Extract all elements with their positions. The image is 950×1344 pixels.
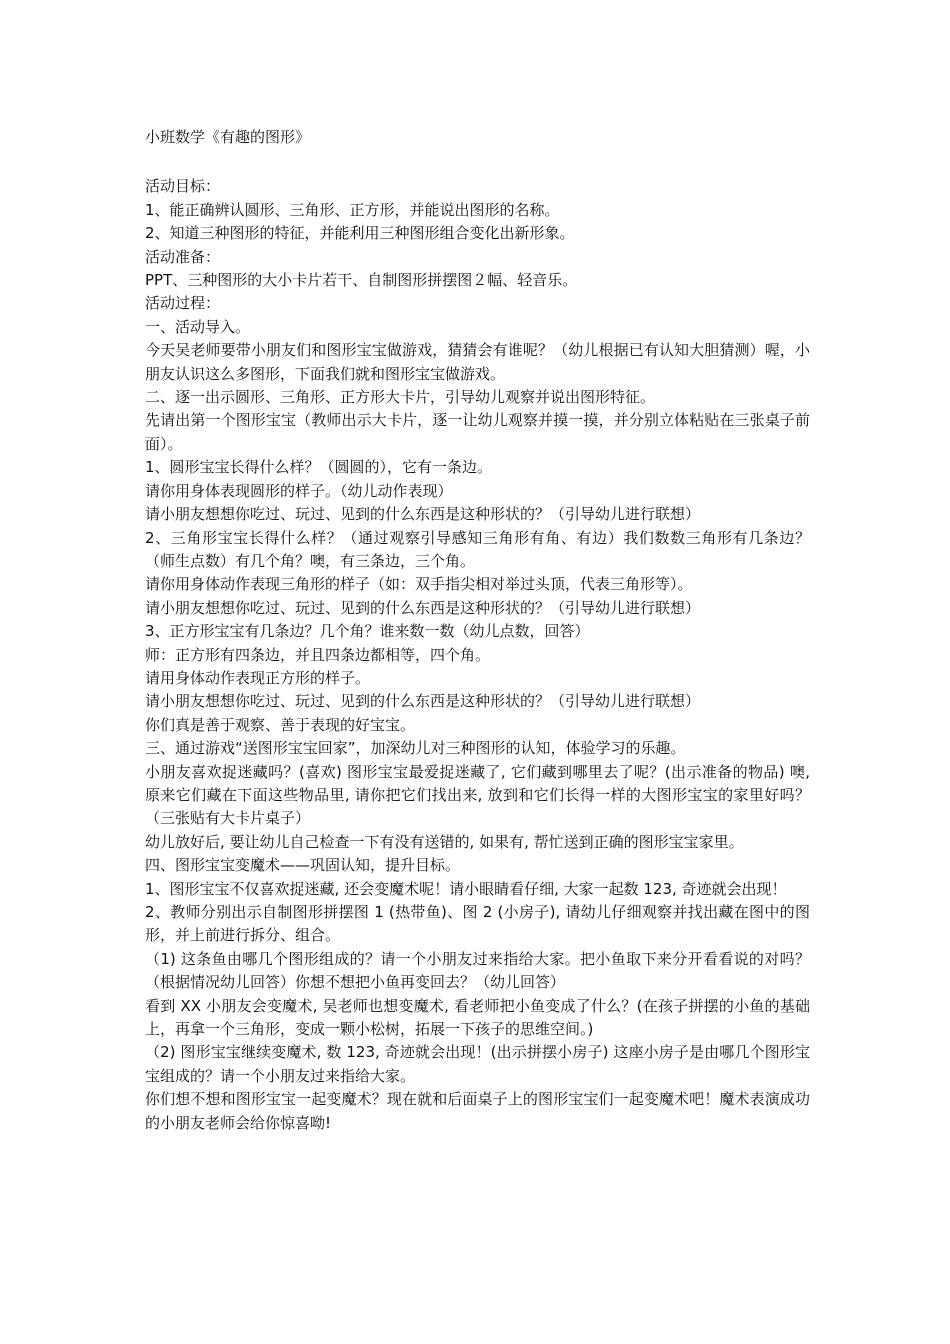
paragraph: 请小朋友想想你吃过、玩过、见到的什么东西是这种形状的？（引导幼儿进行联想） xyxy=(145,505,701,524)
paragraph: 你们真是善于观察、善于表现的好宝宝。 xyxy=(145,715,416,734)
paragraph: 请小朋友想想你吃过、玩过、见到的什么东西是这种形状的？（引导幼儿进行联想） xyxy=(145,598,701,617)
paragraph: 你们想不想和图形宝宝一起变魔术？现在就和后面桌子上的图形宝宝们一起变魔术吧！魔术表演成功的小朋友老师会给你惊喜呦! xyxy=(145,1090,810,1132)
preparation-text: PPT、三种图形的大小卡片若干、自制图形拼摆图２幅、轻音乐。 xyxy=(145,271,578,290)
paragraph: 师：正方形有四条边，并且四条边都相等，四个角。 xyxy=(145,645,491,664)
section-heading: 三、通过游戏“送图形宝宝回家”，加深幼儿对三种图形的认知，体验学习的乐趣。 xyxy=(145,739,686,758)
heading-goals: 活动目标： xyxy=(145,177,221,196)
section-heading: 四、图形宝宝变魔术——巩固认知，提升目标。 xyxy=(145,856,461,875)
paragraph: 今天吴老师要带小朋友们和图形宝宝做游戏，猜猜会有谁呢？（幼儿根据已有认知大胆猜测）喔，小朋友认识这么多图形，下面我们就和图形宝宝做游戏。 xyxy=(145,341,810,383)
paragraph: 1、圆形宝宝长得什么样？（圆圆的），它有一条边。 xyxy=(145,458,493,477)
paragraph: 看到 XX 小朋友会变魔术, 吴老师也想变魔术, 看老师把小鱼变成了什么？(在孩子拼摆的小鱼的基础上，再拿一个三角形，变成一颗小松树，拓展一下孩子的思维空间。) xyxy=(145,996,810,1039)
paragraph: （2) 图形宝宝继续变魔术, 数 123, 奇迹就会出现！(出示拼摆小房子) 这座小房子是由哪几个图形宝宝组成的？请一个小朋友过来指给大家。 xyxy=(145,1043,810,1085)
paragraph: 先请出第一个图形宝宝（教师出示大卡片，逐一让幼儿观察并摸一摸，并分别立体粘贴在三张桌子前面）。 xyxy=(145,411,810,453)
paragraph: 2、三角形宝宝长得什么样？（通过观察引导感知三角形有角、有边）我们数数三角形有几条边？（师生点数）有几个角？噢，有三条边，三个角。 xyxy=(145,528,810,570)
paragraph: 幼儿放好后, 要让幼儿自己检查一下有没有送错的, 如果有, 帮忙送到正确的图形宝宝家里。 xyxy=(145,832,744,851)
document-title: 小班数学《有趣的图形》 xyxy=(145,128,311,146)
heading-preparation: 活动准备： xyxy=(145,247,221,266)
paragraph: 1、图形宝宝不仅喜欢捉迷藏, 还会变魔术呢！请小眼睛看仔细, 大家一起数 123, 奇迹就会出现！ xyxy=(145,879,787,898)
paragraph: 3、正方形宝宝有几条边？几个角？谁来数一数（幼儿点数，回答） xyxy=(145,622,590,641)
document-paragraphs xyxy=(145,175,810,1135)
goal-item: 1、能正确辨认圆形、三角形、正方形，并能说出图形的名称。 xyxy=(145,200,560,219)
paragraph: （1) 这条鱼由哪几个图形组成的？请一个小朋友过来指给大家。把小鱼取下来分开看看说的对吗？（根据情况幼儿回答）你想不想把小鱼再变回去？（幼儿回答） xyxy=(145,949,810,992)
document-body xyxy=(145,126,810,1135)
paragraph: 请用身体动作表现正方形的样子。 xyxy=(145,668,371,687)
paragraph: 请你用身体表现圆形的样子。（幼儿动作表现） xyxy=(145,481,453,500)
paragraph: 小朋友喜欢捉迷藏吗？(喜欢) 图形宝宝最爱捉迷藏了, 它们藏到哪里去了呢？(出示准备的物品) 噢, 原来它们藏在下面这些物品里, 请你把它们找出来, 放到和它们长得一样的大图形宝宝的家里好吗？（三张贴有大卡片桌子） xyxy=(145,762,810,828)
heading-process: 活动过程： xyxy=(145,294,221,313)
goal-item: 2、知道三种图形的特征，并能利用三种图形组合变化出新形象。 xyxy=(145,224,575,243)
paragraph: 请小朋友想想你吃过、玩过、见到的什么东西是这种形状的？（引导幼儿进行联想） xyxy=(145,692,701,711)
paragraph: 2、教师分别出示自制图形拼摆图 1 (热带鱼)、图 2 (小房子), 请幼儿仔细观察并找出藏在图中的图形，并上前进行拆分、组合。 xyxy=(145,903,810,945)
paragraph: 请你用身体动作表现三角形的样子（如：双手指尖相对举过头顶，代表三角形等）。 xyxy=(145,575,693,594)
section-heading: 一、活动导入。 xyxy=(145,317,251,336)
section-heading: 二、逐一出示圆形、三角形、正方形大卡片，引导幼儿观察并说出图形特征。 xyxy=(145,388,656,407)
